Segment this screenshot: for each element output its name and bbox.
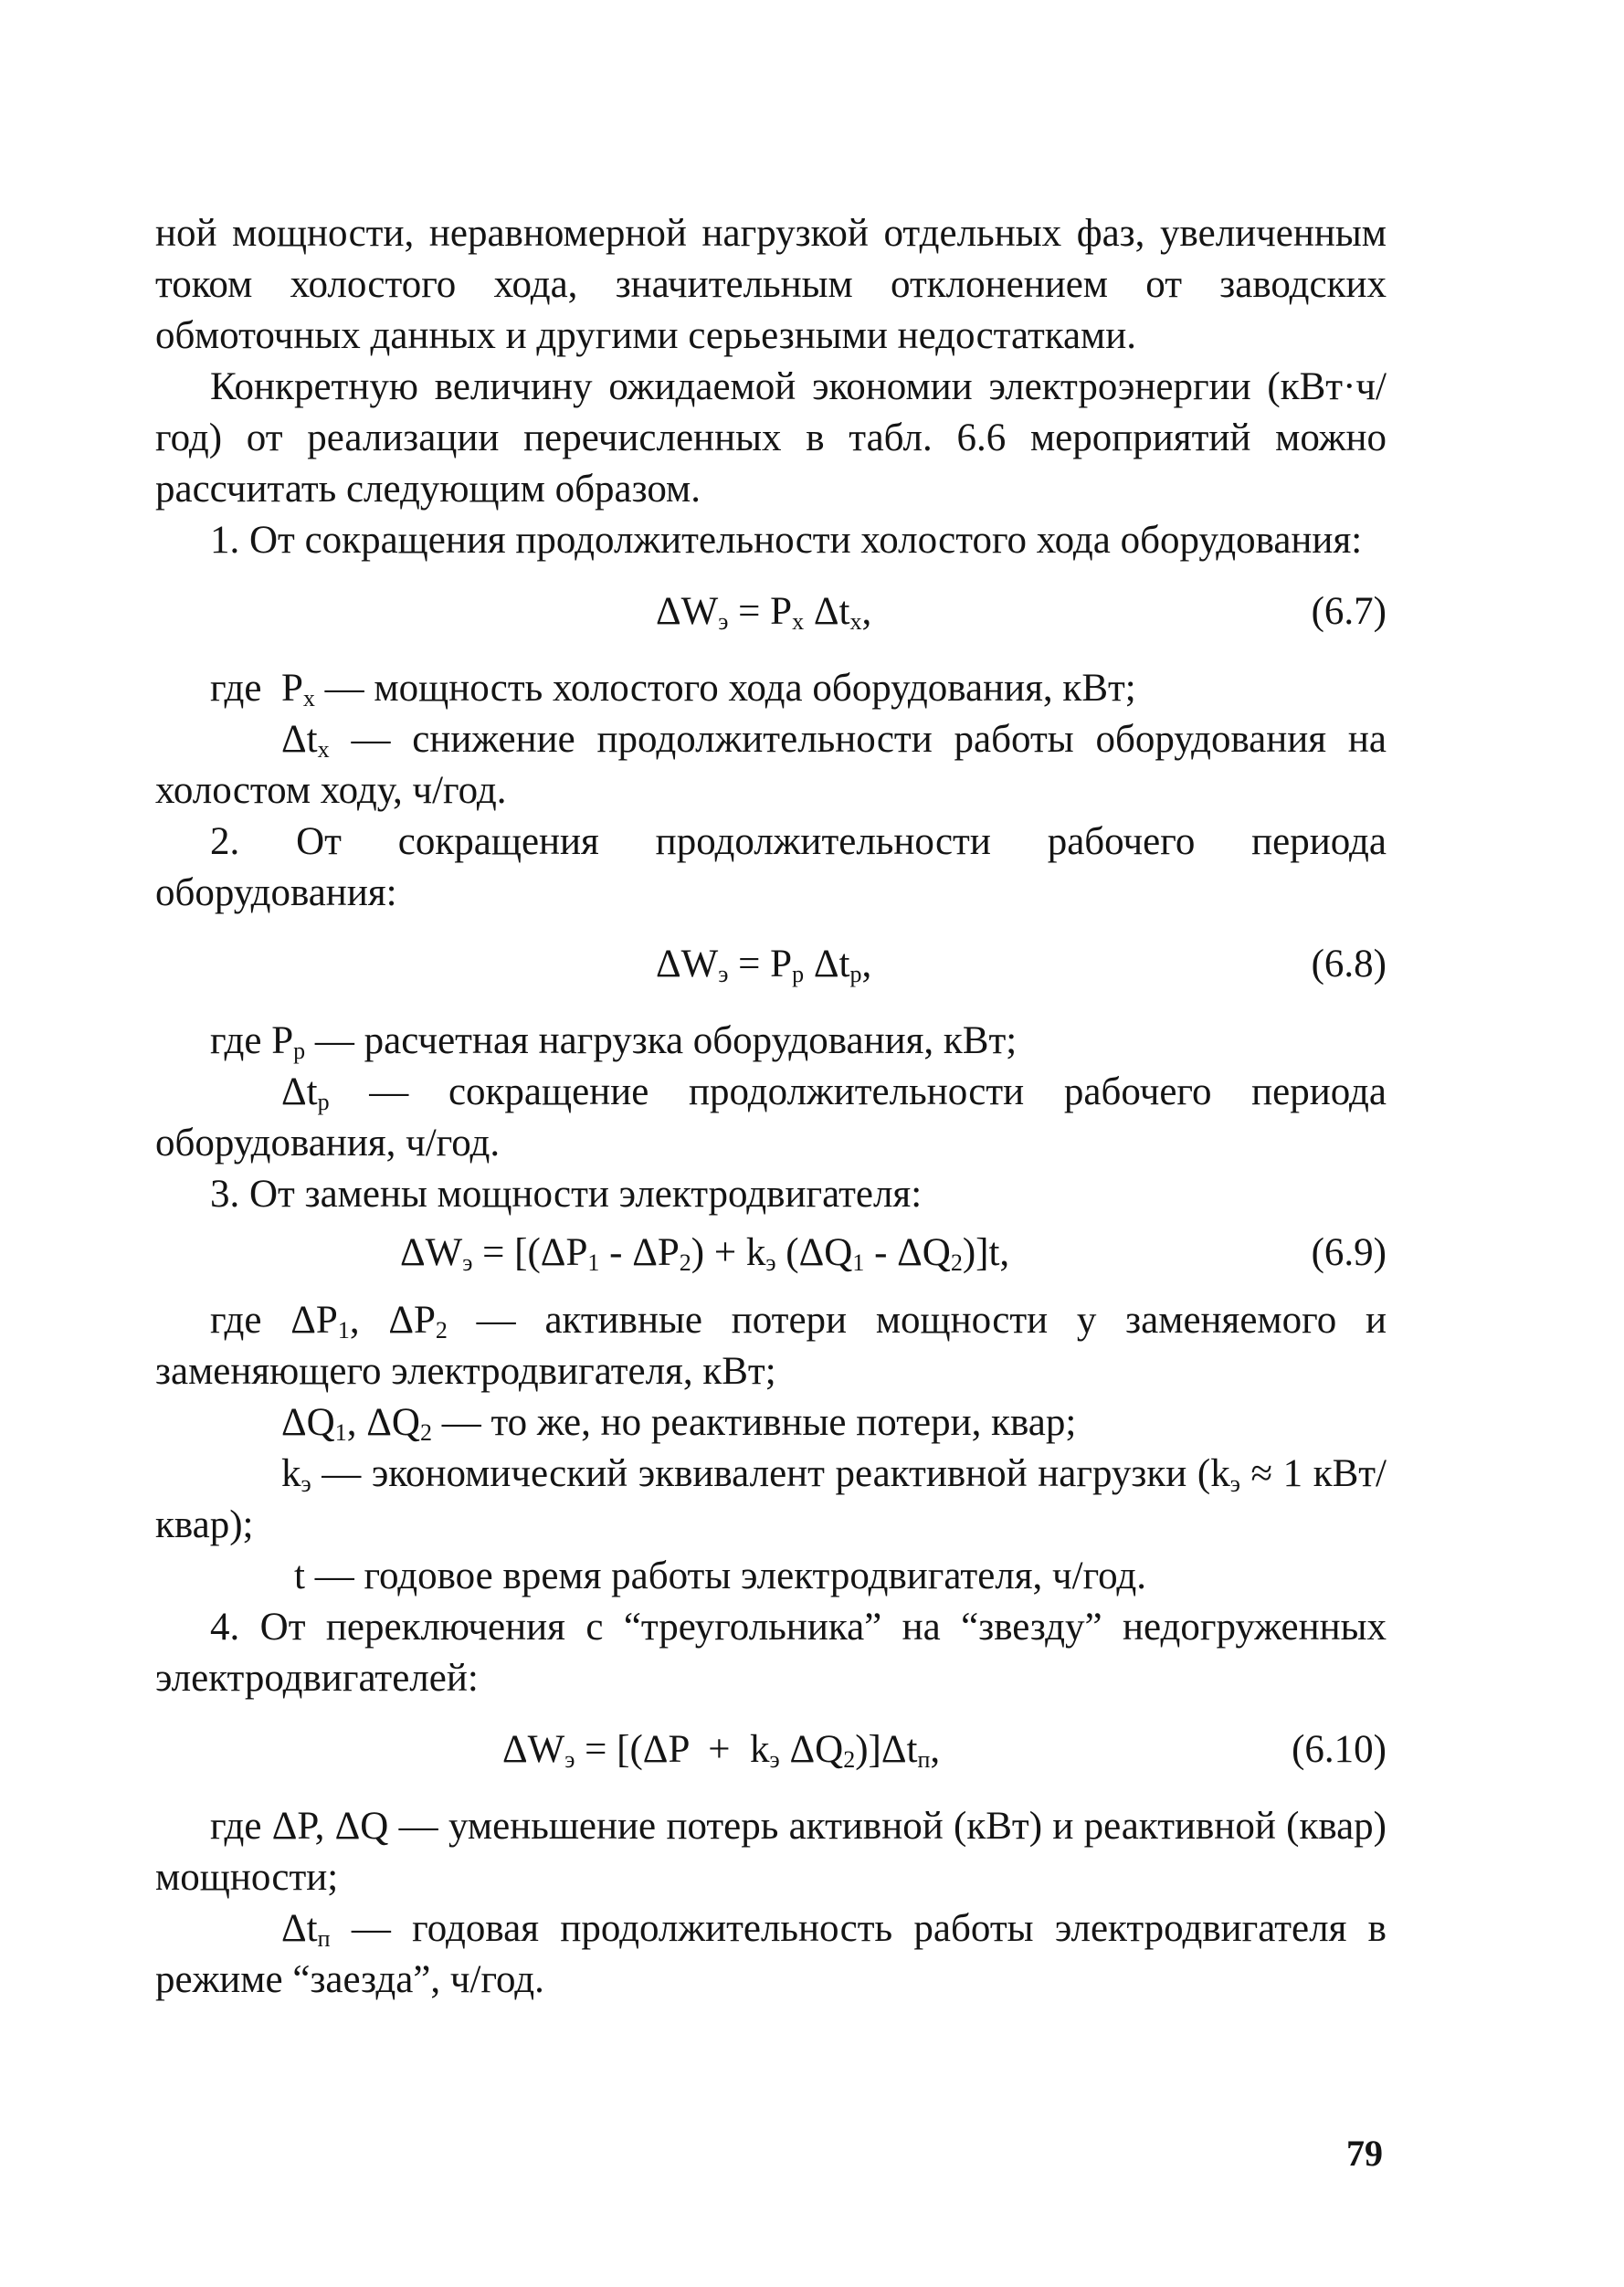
item-2-definition-dtp: $\Delta t_p$ — сокращение продолжительности рабочего периода оборудования, ч/год. bbox=[155, 1070, 1387, 1165]
item-4-definition-dtn: $\Delta t_п$ — годовая продолжительность работы электродвигателя в режиме “заезда”, ч/год. bbox=[155, 1907, 1387, 2001]
formula-6-7-number: (6.7) bbox=[1311, 590, 1387, 633]
formula-6-9 bbox=[155, 1220, 1387, 1290]
text-column bbox=[155, 208, 1387, 2006]
item-4-definition-dp-dq: где ΔP, ΔQ — уменьшение потерь активной (кВт) и реактивной (квар) мощности; bbox=[155, 1805, 1387, 1899]
item-3-heading: 3. От замены мощности электродвигателя: bbox=[210, 1173, 923, 1216]
item-4-heading: 4. От переключения с “треугольника” на “звезду” недогруженных электродвигателей: bbox=[155, 1606, 1387, 1700]
item-1-heading: 1. От сокращения продолжительности холостого хода оборудования: bbox=[210, 519, 1363, 562]
formula-6-8-number: (6.8) bbox=[1311, 943, 1387, 985]
item-3-definition-t: t — годовое время работы электродвигателя, ч/год. bbox=[294, 1555, 1147, 1597]
calculation-paragraph: Конкретную величину ожидаемой экономии электроэнергии (кВт·ч/год) от реализации перечисленных в табл. 6.6 мероприятий можно рассчитать следующим образом. bbox=[155, 365, 1387, 511]
item-1-definition-px: где $P_x$ — мощность холостого хода оборудования, кВт; bbox=[210, 667, 1136, 711]
item-2-definition-pp: где $P_p$ — расчетная нагрузка оборудования, кВт; bbox=[210, 1019, 1018, 1064]
item-1-definition-dtx: $\Delta t_x$ — снижение продолжительности работы оборудования на холостом ходу, ч/год. bbox=[155, 718, 1387, 812]
formula-6-9-number: (6.9) bbox=[1311, 1231, 1387, 1274]
formula-6-10 bbox=[155, 1704, 1387, 1796]
formula-6-9-expression: $\Delta W_э = [(\Delta P_1 - \Delta P_2) + k_э$ $(\Delta Q_1 - \Delta Q_2)]t$, bbox=[400, 1231, 1010, 1276]
formula-6-10-number: (6.10) bbox=[1292, 1728, 1387, 1771]
formula-6-7 bbox=[155, 566, 1387, 658]
item-3-definition-dp: где $\Delta P_1$, $\Delta P_2$ — активные потери мощности у заменяемого и заменяющего электродвигателя, кВт; bbox=[155, 1299, 1387, 1393]
item-3-definition-ke: $k_э$ — экономический эквивалент реактивной нагрузки ($k_э \approx 1$ кВт/квар); bbox=[155, 1452, 1387, 1546]
intro-paragraph: ной мощности, неравномерной нагрузкой отдельных фаз, увеличенным током холостого хода, значительным отклонением от заводских обмоточных данных и другими серьезными недостатками. bbox=[155, 212, 1387, 357]
formula-6-8 bbox=[155, 919, 1387, 1010]
item-2-heading: 2. От сокращения продолжительности рабочего периода оборудования: bbox=[155, 820, 1387, 914]
formula-6-10-expression: $\Delta W_э = [(\Delta P + k_э$ $\Delta Q_2)]\Delta t_п$, bbox=[502, 1728, 941, 1773]
item-3-definition-dq: $\Delta Q_1$, $\Delta Q_2$ — то же, но реактивные потери, квар; bbox=[281, 1401, 1077, 1446]
formula-6-7-expression: $\Delta W_э = P_x$ $\Delta t_x$, bbox=[656, 590, 872, 635]
formula-6-8-expression: $\Delta W_э = P_p$ $\Delta t_p$, bbox=[656, 943, 872, 987]
page-number: 79 bbox=[1346, 2133, 1383, 2174]
